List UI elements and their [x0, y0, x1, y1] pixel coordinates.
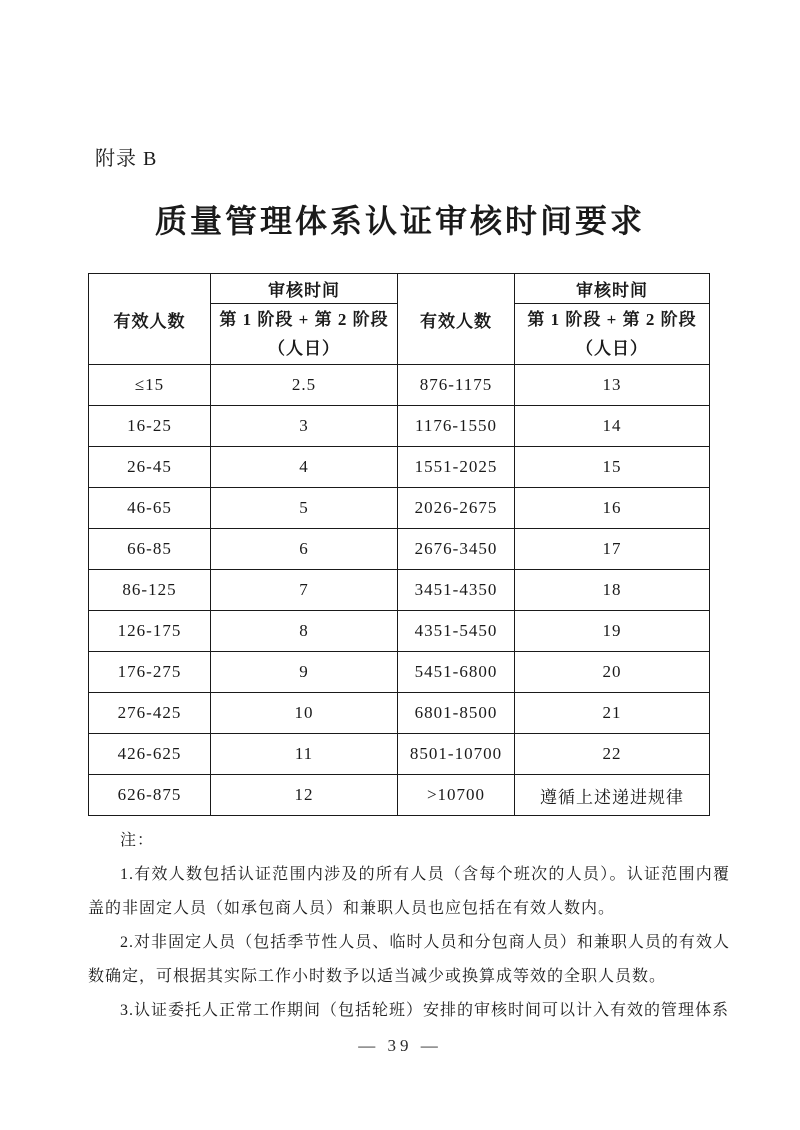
table-cell: 18 — [515, 570, 710, 611]
table-cell: 9 — [211, 652, 398, 693]
table-cell: 3451-4350 — [398, 570, 515, 611]
table-cell: 2.5 — [211, 365, 398, 406]
table-cell: 126-175 — [89, 611, 211, 652]
table-cell: 4 — [211, 447, 398, 488]
header-stage-text: 第 1 阶段 + 第 2 阶段 — [527, 310, 697, 329]
table-cell: 2026-2675 — [398, 488, 515, 529]
table-cell: 15 — [515, 447, 710, 488]
table-cell: 26-45 — [89, 447, 211, 488]
table-row — [89, 652, 710, 693]
table-cell: 2676-3450 — [398, 529, 515, 570]
table-cell: 66-85 — [89, 529, 211, 570]
table-cell: >10700 — [398, 775, 515, 816]
header-effective-people-left: 有效人数 — [89, 274, 211, 365]
table-cell: 13 — [515, 365, 710, 406]
header-audit-time-right: 审核时间 — [515, 274, 710, 304]
table-cell: ≤15 — [89, 365, 211, 406]
table-cell: 5451-6800 — [398, 652, 515, 693]
page-number: — 39 — — [358, 1036, 442, 1055]
table-cell: 1551-2025 — [398, 447, 515, 488]
table-cell: 276-425 — [89, 693, 211, 734]
table-cell: 6801-8500 — [398, 693, 515, 734]
table-cell: 426-625 — [89, 734, 211, 775]
table-row — [89, 406, 710, 447]
table-cell: 21 — [515, 693, 710, 734]
table-cell: 12 — [211, 775, 398, 816]
page-title: 质量管理体系认证审核时间要求 — [154, 203, 645, 239]
table-cell: 10 — [211, 693, 398, 734]
notes-label: 注： — [120, 832, 155, 849]
table-cell: 14 — [515, 406, 710, 447]
table-row — [89, 775, 710, 816]
table-cell: 17 — [515, 529, 710, 570]
table-cell: 22 — [515, 734, 710, 775]
table-cell: 20 — [515, 652, 710, 693]
table-cell: 4351-5450 — [398, 611, 515, 652]
table-row — [89, 693, 710, 734]
header-stage-left — [211, 304, 398, 365]
table-cell: 16 — [515, 488, 710, 529]
header-stage-text: 第 1 阶段 + 第 2 阶段 — [219, 310, 389, 329]
table-cell: 19 — [515, 611, 710, 652]
notes-section — [88, 824, 730, 1028]
table-cell: 16-25 — [89, 406, 211, 447]
table-cell: 46-65 — [89, 488, 211, 529]
table-cell: 5 — [211, 488, 398, 529]
header-audit-time-left: 审核时间 — [211, 274, 398, 304]
table-cell: 3 — [211, 406, 398, 447]
table-cell: 86-125 — [89, 570, 211, 611]
table-cell: 6 — [211, 529, 398, 570]
table-cell: 7 — [211, 570, 398, 611]
table-header-row-1 — [89, 274, 710, 304]
table-row — [89, 611, 710, 652]
header-unit-text: （人日） — [576, 339, 648, 358]
table-row — [89, 734, 710, 775]
table-row — [89, 488, 710, 529]
table-cell: 11 — [211, 734, 398, 775]
table-cell: 876-1175 — [398, 365, 515, 406]
table-cell: 626-875 — [89, 775, 211, 816]
table-cell: 8 — [211, 611, 398, 652]
note-paragraph: 3.认证委托人正常工作期间（包括轮班）安排的审核时间可以计入有效的管理体系 — [120, 1002, 730, 1019]
table-row — [89, 529, 710, 570]
table-cell: 遵循上述递进规律 — [515, 775, 710, 816]
table-cell: 1176-1550 — [398, 406, 515, 447]
table-row — [89, 570, 710, 611]
audit-time-table — [88, 273, 710, 816]
appendix-label: 附录 B — [95, 148, 158, 170]
table-row — [89, 447, 710, 488]
table-cell: 176-275 — [89, 652, 211, 693]
header-effective-people-right: 有效人数 — [398, 274, 515, 365]
note-paragraph: 1.有效人数包括认证范围内涉及的所有人员（含每个班次的人员）。认证范围内覆盖的非固定人员（如承包商人员）和兼职人员也应包括在有效人数内。 — [88, 866, 730, 917]
table-cell: 8501-10700 — [398, 734, 515, 775]
table-row — [89, 365, 710, 406]
header-stage-right — [515, 304, 710, 365]
header-unit-text: （人日） — [268, 339, 340, 358]
note-paragraph: 2.对非固定人员（包括季节性人员、临时人员和分包商人员）和兼职人员的有效人数确定，可根据其实际工作小时数予以适当减少或换算成等效的全职人员数。 — [88, 934, 730, 985]
